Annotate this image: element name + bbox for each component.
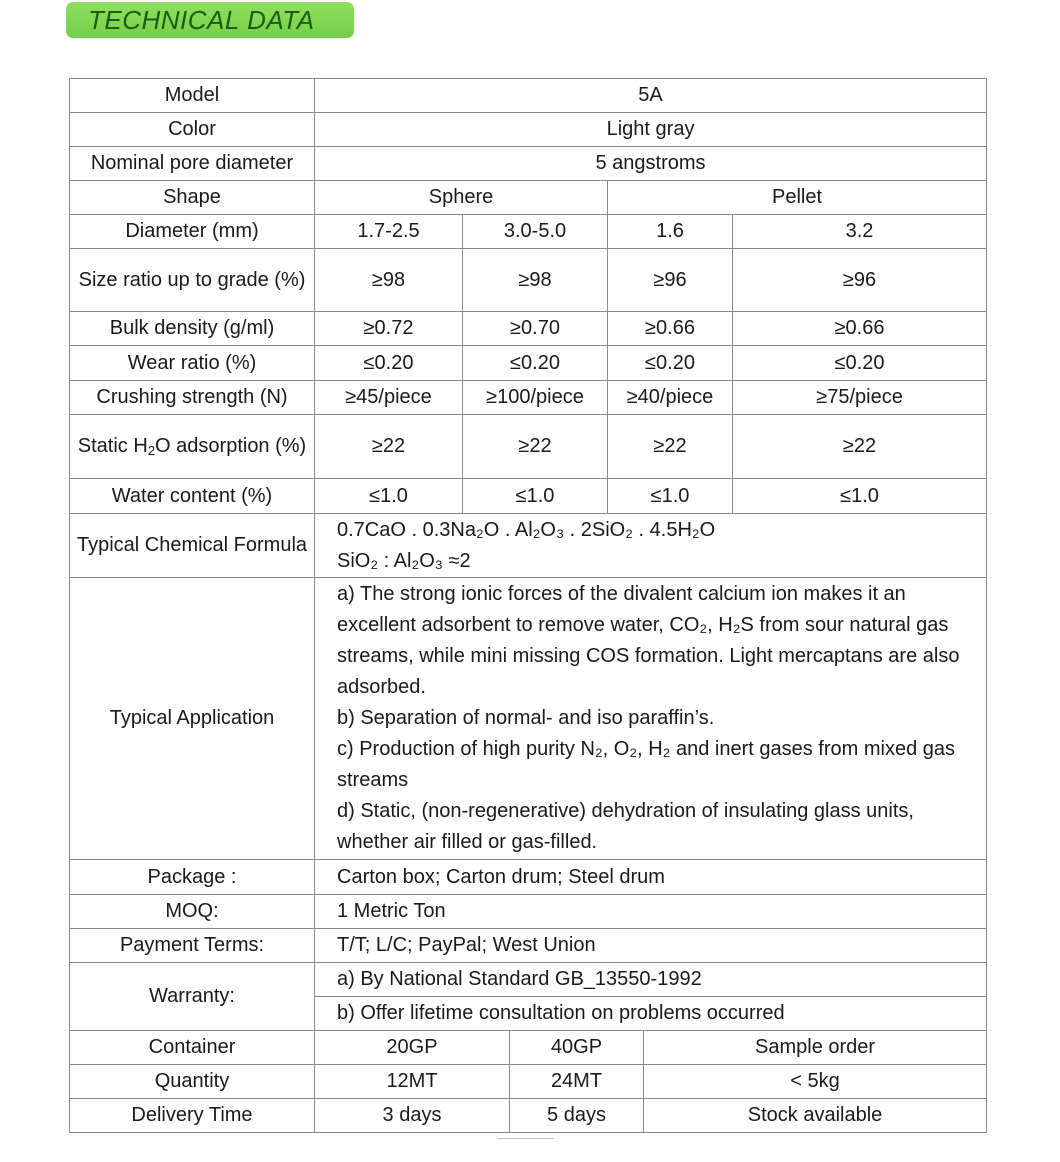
row-label: Model bbox=[70, 79, 315, 113]
formula-line: 0.7CaO . 0.3Na₂O . Al₂O₃ . 2SiO₂ . 4.5H₂O bbox=[337, 518, 716, 541]
table-row bbox=[70, 381, 987, 415]
cell: ≥22 bbox=[733, 415, 987, 479]
cell: ≤1.0 bbox=[315, 479, 463, 514]
table-row bbox=[70, 479, 987, 514]
application-item: d) Static, (non-regenerative) dehydration of insulating glass units, whether air filled or gas-filled. bbox=[337, 800, 914, 853]
table-row bbox=[70, 929, 987, 963]
table-row bbox=[70, 963, 987, 997]
row-label: Typical Chemical Formula bbox=[70, 514, 315, 578]
color-value: Light gray bbox=[315, 113, 987, 147]
table-row bbox=[70, 514, 987, 578]
table-row bbox=[70, 1099, 987, 1133]
technical-data-table bbox=[69, 78, 987, 1133]
row-label: MOQ: bbox=[70, 895, 315, 929]
cell: ≤0.20 bbox=[315, 346, 463, 381]
shape-pellet: Pellet bbox=[608, 181, 987, 215]
cell: ≥0.72 bbox=[315, 312, 463, 346]
cell: 3.0-5.0 bbox=[463, 215, 608, 249]
cell: 5 days bbox=[510, 1099, 644, 1133]
application-item: c) Production of high purity N₂, O₂, H₂ and inert gases from mixed gas streams bbox=[337, 738, 955, 791]
moq-value: 1 Metric Ton bbox=[315, 895, 987, 929]
payment-value: T/T; L/C; PayPal; West Union bbox=[315, 929, 987, 963]
cell: ≥40/piece bbox=[608, 381, 733, 415]
cell: ≥0.66 bbox=[733, 312, 987, 346]
table-row bbox=[70, 181, 987, 215]
table-row bbox=[70, 415, 987, 479]
section-title-badge bbox=[66, 2, 354, 38]
row-label: Shape bbox=[70, 181, 315, 215]
shape-sphere: Sphere bbox=[315, 181, 608, 215]
table-row bbox=[70, 1031, 987, 1065]
cell: 20GP bbox=[315, 1031, 510, 1065]
label-part: Static H bbox=[77, 435, 148, 457]
table-row bbox=[70, 249, 987, 312]
application-item: a) The strong ionic forces of the divalent calcium ion makes it an excellent adsorbent to remove water, CO₂, H₂S from sour natural gas streams, while mini missing COS formation. Light mercaptans are also adsorbed. bbox=[337, 583, 960, 698]
table-row bbox=[70, 147, 987, 181]
cell: ≤0.20 bbox=[608, 346, 733, 381]
row-label: Nominal pore diameter bbox=[70, 147, 315, 181]
row-label: Payment Terms: bbox=[70, 929, 315, 963]
row-label: Wear ratio (%) bbox=[70, 346, 315, 381]
cell: ≤0.20 bbox=[463, 346, 608, 381]
cell: ≥22 bbox=[463, 415, 608, 479]
row-label: Diameter (mm) bbox=[70, 215, 315, 249]
row-label: Typical Application bbox=[70, 578, 315, 860]
table-row bbox=[70, 1065, 987, 1099]
cell: ≥0.70 bbox=[463, 312, 608, 346]
cell: Sample order bbox=[644, 1031, 987, 1065]
table-row bbox=[70, 346, 987, 381]
cell: 3.2 bbox=[733, 215, 987, 249]
row-label: Color bbox=[70, 113, 315, 147]
divider bbox=[498, 1138, 554, 1139]
row-label: Size ratio up to grade (%) bbox=[70, 249, 315, 312]
row-label: Warranty: bbox=[70, 963, 315, 1031]
row-label: Crushing strength (N) bbox=[70, 381, 315, 415]
table-row bbox=[70, 113, 987, 147]
warranty-value: b) Offer lifetime consultation on problems occurred bbox=[315, 997, 987, 1031]
table-row bbox=[70, 79, 987, 113]
table-row bbox=[70, 860, 987, 895]
package-value: Carton box; Carton drum; Steel drum bbox=[315, 860, 987, 895]
label-subscript: 2 bbox=[147, 443, 156, 458]
application-item: b) Separation of normal- and iso paraffin’s. bbox=[337, 707, 715, 729]
cell: ≥45/piece bbox=[315, 381, 463, 415]
table-row bbox=[70, 215, 987, 249]
table-row bbox=[70, 578, 987, 860]
cell: 12MT bbox=[315, 1065, 510, 1099]
label-part: O adsorption (%) bbox=[155, 435, 307, 457]
cell: 1.7-2.5 bbox=[315, 215, 463, 249]
cell: ≥0.66 bbox=[608, 312, 733, 346]
pore-value: 5 angstroms bbox=[315, 147, 987, 181]
cell: ≥96 bbox=[733, 249, 987, 312]
model-value: 5A bbox=[315, 79, 987, 113]
cell: 3 days bbox=[315, 1099, 510, 1133]
warranty-value: a) By National Standard GB_13550-1992 bbox=[315, 963, 987, 997]
row-label: Bulk density (g/ml) bbox=[70, 312, 315, 346]
cell: < 5kg bbox=[644, 1065, 987, 1099]
row-label: Container bbox=[70, 1031, 315, 1065]
row-label: Delivery Time bbox=[70, 1099, 315, 1133]
section-title: TECHNICAL DATA bbox=[88, 5, 315, 35]
cell: ≤0.20 bbox=[733, 346, 987, 381]
cell: ≥75/piece bbox=[733, 381, 987, 415]
row-label: Package : bbox=[70, 860, 315, 895]
row-label bbox=[70, 415, 315, 479]
cell: Stock available bbox=[644, 1099, 987, 1133]
cell: 1.6 bbox=[608, 215, 733, 249]
cell: ≥22 bbox=[608, 415, 733, 479]
cell: ≥22 bbox=[315, 415, 463, 479]
cell: ≤1.0 bbox=[463, 479, 608, 514]
formula-cell bbox=[315, 514, 987, 578]
cell: ≥96 bbox=[608, 249, 733, 312]
cell: ≥98 bbox=[315, 249, 463, 312]
table-row bbox=[70, 895, 987, 929]
cell: ≥98 bbox=[463, 249, 608, 312]
cell: 40GP bbox=[510, 1031, 644, 1065]
cell: ≤1.0 bbox=[608, 479, 733, 514]
row-label: Quantity bbox=[70, 1065, 315, 1099]
row-label: Water content (%) bbox=[70, 479, 315, 514]
application-cell bbox=[315, 578, 987, 860]
ratio-line: SiO₂ : Al₂O₃ ≈2 bbox=[337, 549, 471, 572]
cell: 24MT bbox=[510, 1065, 644, 1099]
cell: ≤1.0 bbox=[733, 479, 987, 514]
table-row bbox=[70, 312, 987, 346]
cell: ≥100/piece bbox=[463, 381, 608, 415]
